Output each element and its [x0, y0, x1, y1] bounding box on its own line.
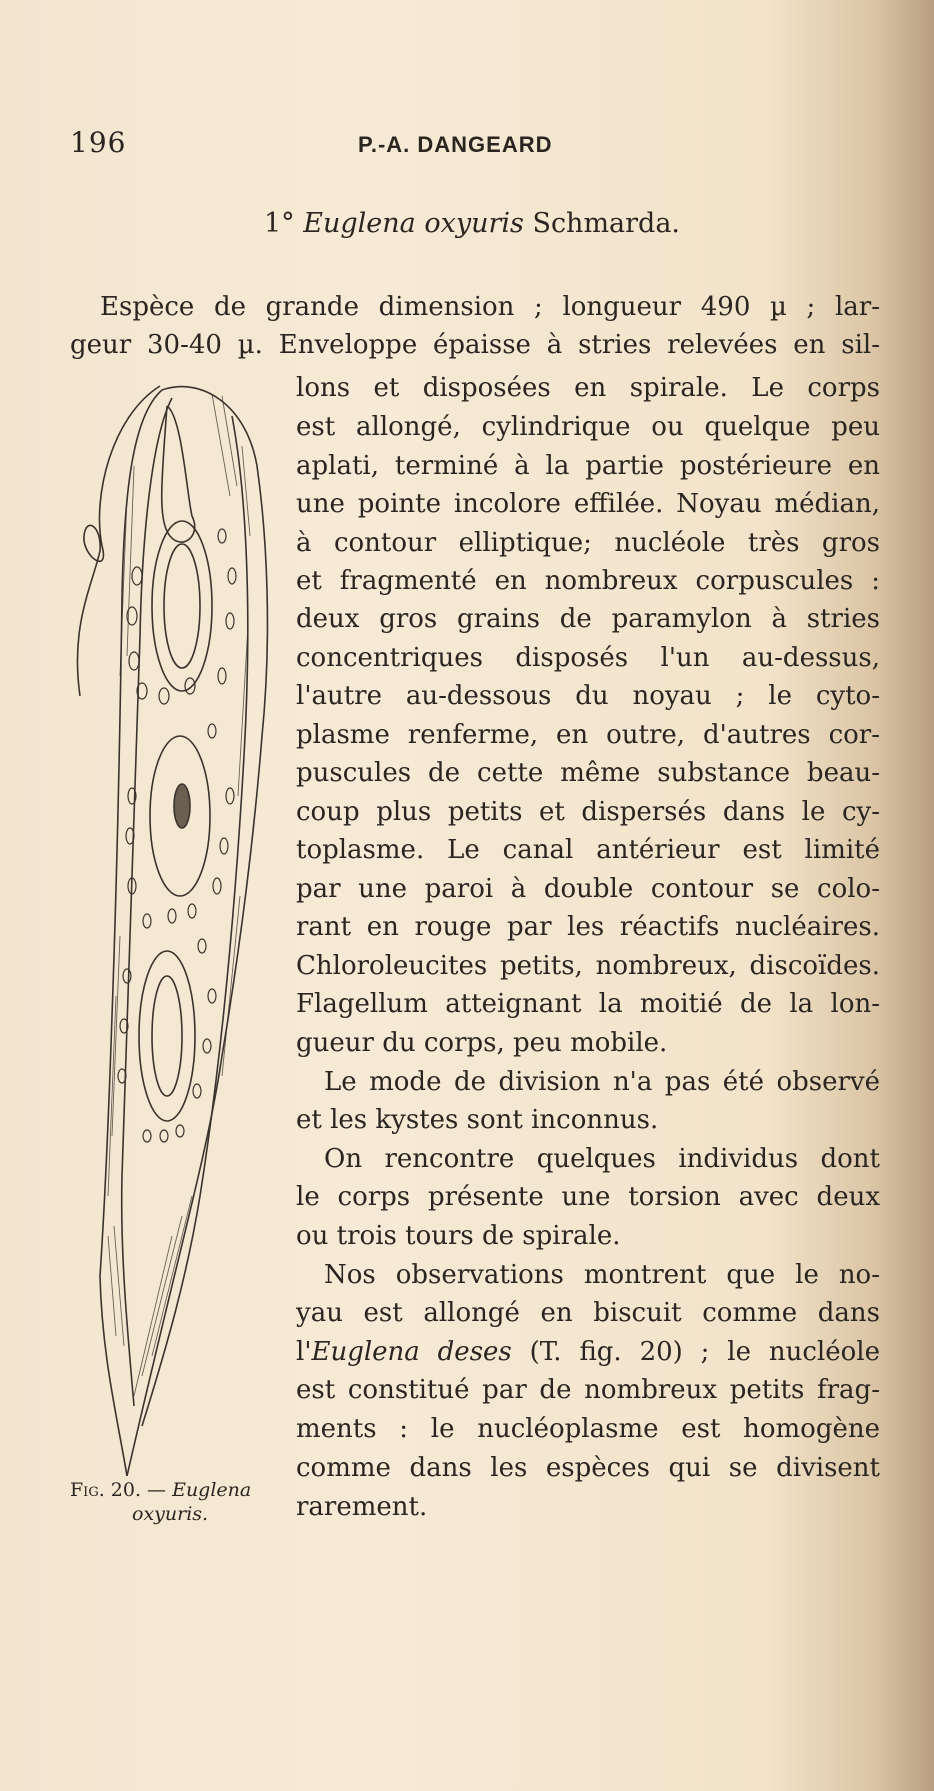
text-line: aplati, terminé à la partie postérieure en [296, 451, 880, 481]
text-line: ments : le nucléoplasme est homogène [296, 1414, 880, 1444]
text-line: l'autre au-dessous du noyau ; le cyto- [296, 681, 880, 711]
species-reference: Euglena deses [311, 1337, 512, 1367]
text-line: est constitué par de nombreux petits frag- [296, 1375, 880, 1405]
text-line: Nos observations montrent que le no- [324, 1260, 880, 1290]
text-line: lons et disposées en spirale. Le corps [296, 373, 880, 403]
text-line: comme dans les espèces qui se divisent [296, 1453, 880, 1483]
text-line [296, 1335, 880, 1369]
text-line: rant en rouge par les réactifs nucléaires. [296, 912, 880, 942]
caption-line [70, 1478, 290, 1502]
caption-species-epithet: oxyuris. [132, 1503, 209, 1525]
text-line: plasme renferme, en outre, d'autres cor- [296, 720, 880, 750]
text-line: deux gros grains de paramylon à stries [296, 604, 880, 634]
text-line: Espèce de grande dimension ; longueur 490 µ ; lar- [100, 292, 880, 322]
text-line: une pointe incolore effilée. Noyau médian, [296, 489, 880, 519]
page-number: 196 [70, 126, 127, 159]
caption-label: Fig. 20. — [70, 1479, 173, 1501]
text-line: ou trois tours de spirale. [296, 1221, 621, 1251]
text-line: Le mode de division n'a pas été observé [324, 1067, 880, 1097]
text-line: yau est allongé en biscuit comme dans [296, 1298, 880, 1328]
species-name: Euglena oxyuris [303, 208, 524, 239]
text-line: à contour elliptique; nucléole très gros [296, 528, 880, 558]
text-line: On rencontre quelques individus dont [324, 1144, 880, 1174]
page-header [70, 126, 890, 166]
figure-caption [70, 1478, 290, 1526]
section-prefix: 1° [264, 208, 304, 239]
text-line: le corps présente une torsion avec deux [296, 1182, 880, 1212]
text-line: gueur du corps, peu mobile. [296, 1028, 668, 1058]
flagellum [77, 386, 160, 696]
text-line: concentriques disposés l'un au-dessus, [296, 643, 880, 673]
text-line: rarement. [296, 1492, 428, 1522]
text-line: puscules de cette même substance beau- [296, 758, 880, 788]
euglena-illustration [72, 376, 282, 1476]
text-line: et les kystes sont inconnus. [296, 1105, 659, 1135]
text-line: Flagellum atteignant la moitié de la lon- [296, 989, 880, 1019]
text-line: et fragmenté en nombreux corpuscules : [296, 566, 880, 596]
section-title [264, 208, 680, 239]
species-author: Schmarda. [523, 208, 681, 239]
text-line: coup plus petits et dispersés dans le cy- [296, 797, 880, 827]
running-head: P.-A. DANGEARD [358, 132, 553, 157]
text-line: toplasme. Le canal antérieur est limité [296, 835, 880, 865]
text-span: l' [296, 1337, 312, 1367]
text-line: Chloroleucites petits, nombreux, discoïdes. [296, 951, 880, 981]
text-span: (T. fig. 20) ; le nucléole [511, 1337, 880, 1367]
text-line: par une paroi à double contour se colo- [296, 874, 880, 904]
text-line: est allongé, cylindrique ou quelque peu [296, 412, 880, 442]
caption-species-genus: Euglena [172, 1479, 252, 1501]
text-line: geur 30-40 µ. Enveloppe épaisse à stries relevées en sil- [70, 330, 880, 360]
paramylon-upper [152, 521, 212, 691]
